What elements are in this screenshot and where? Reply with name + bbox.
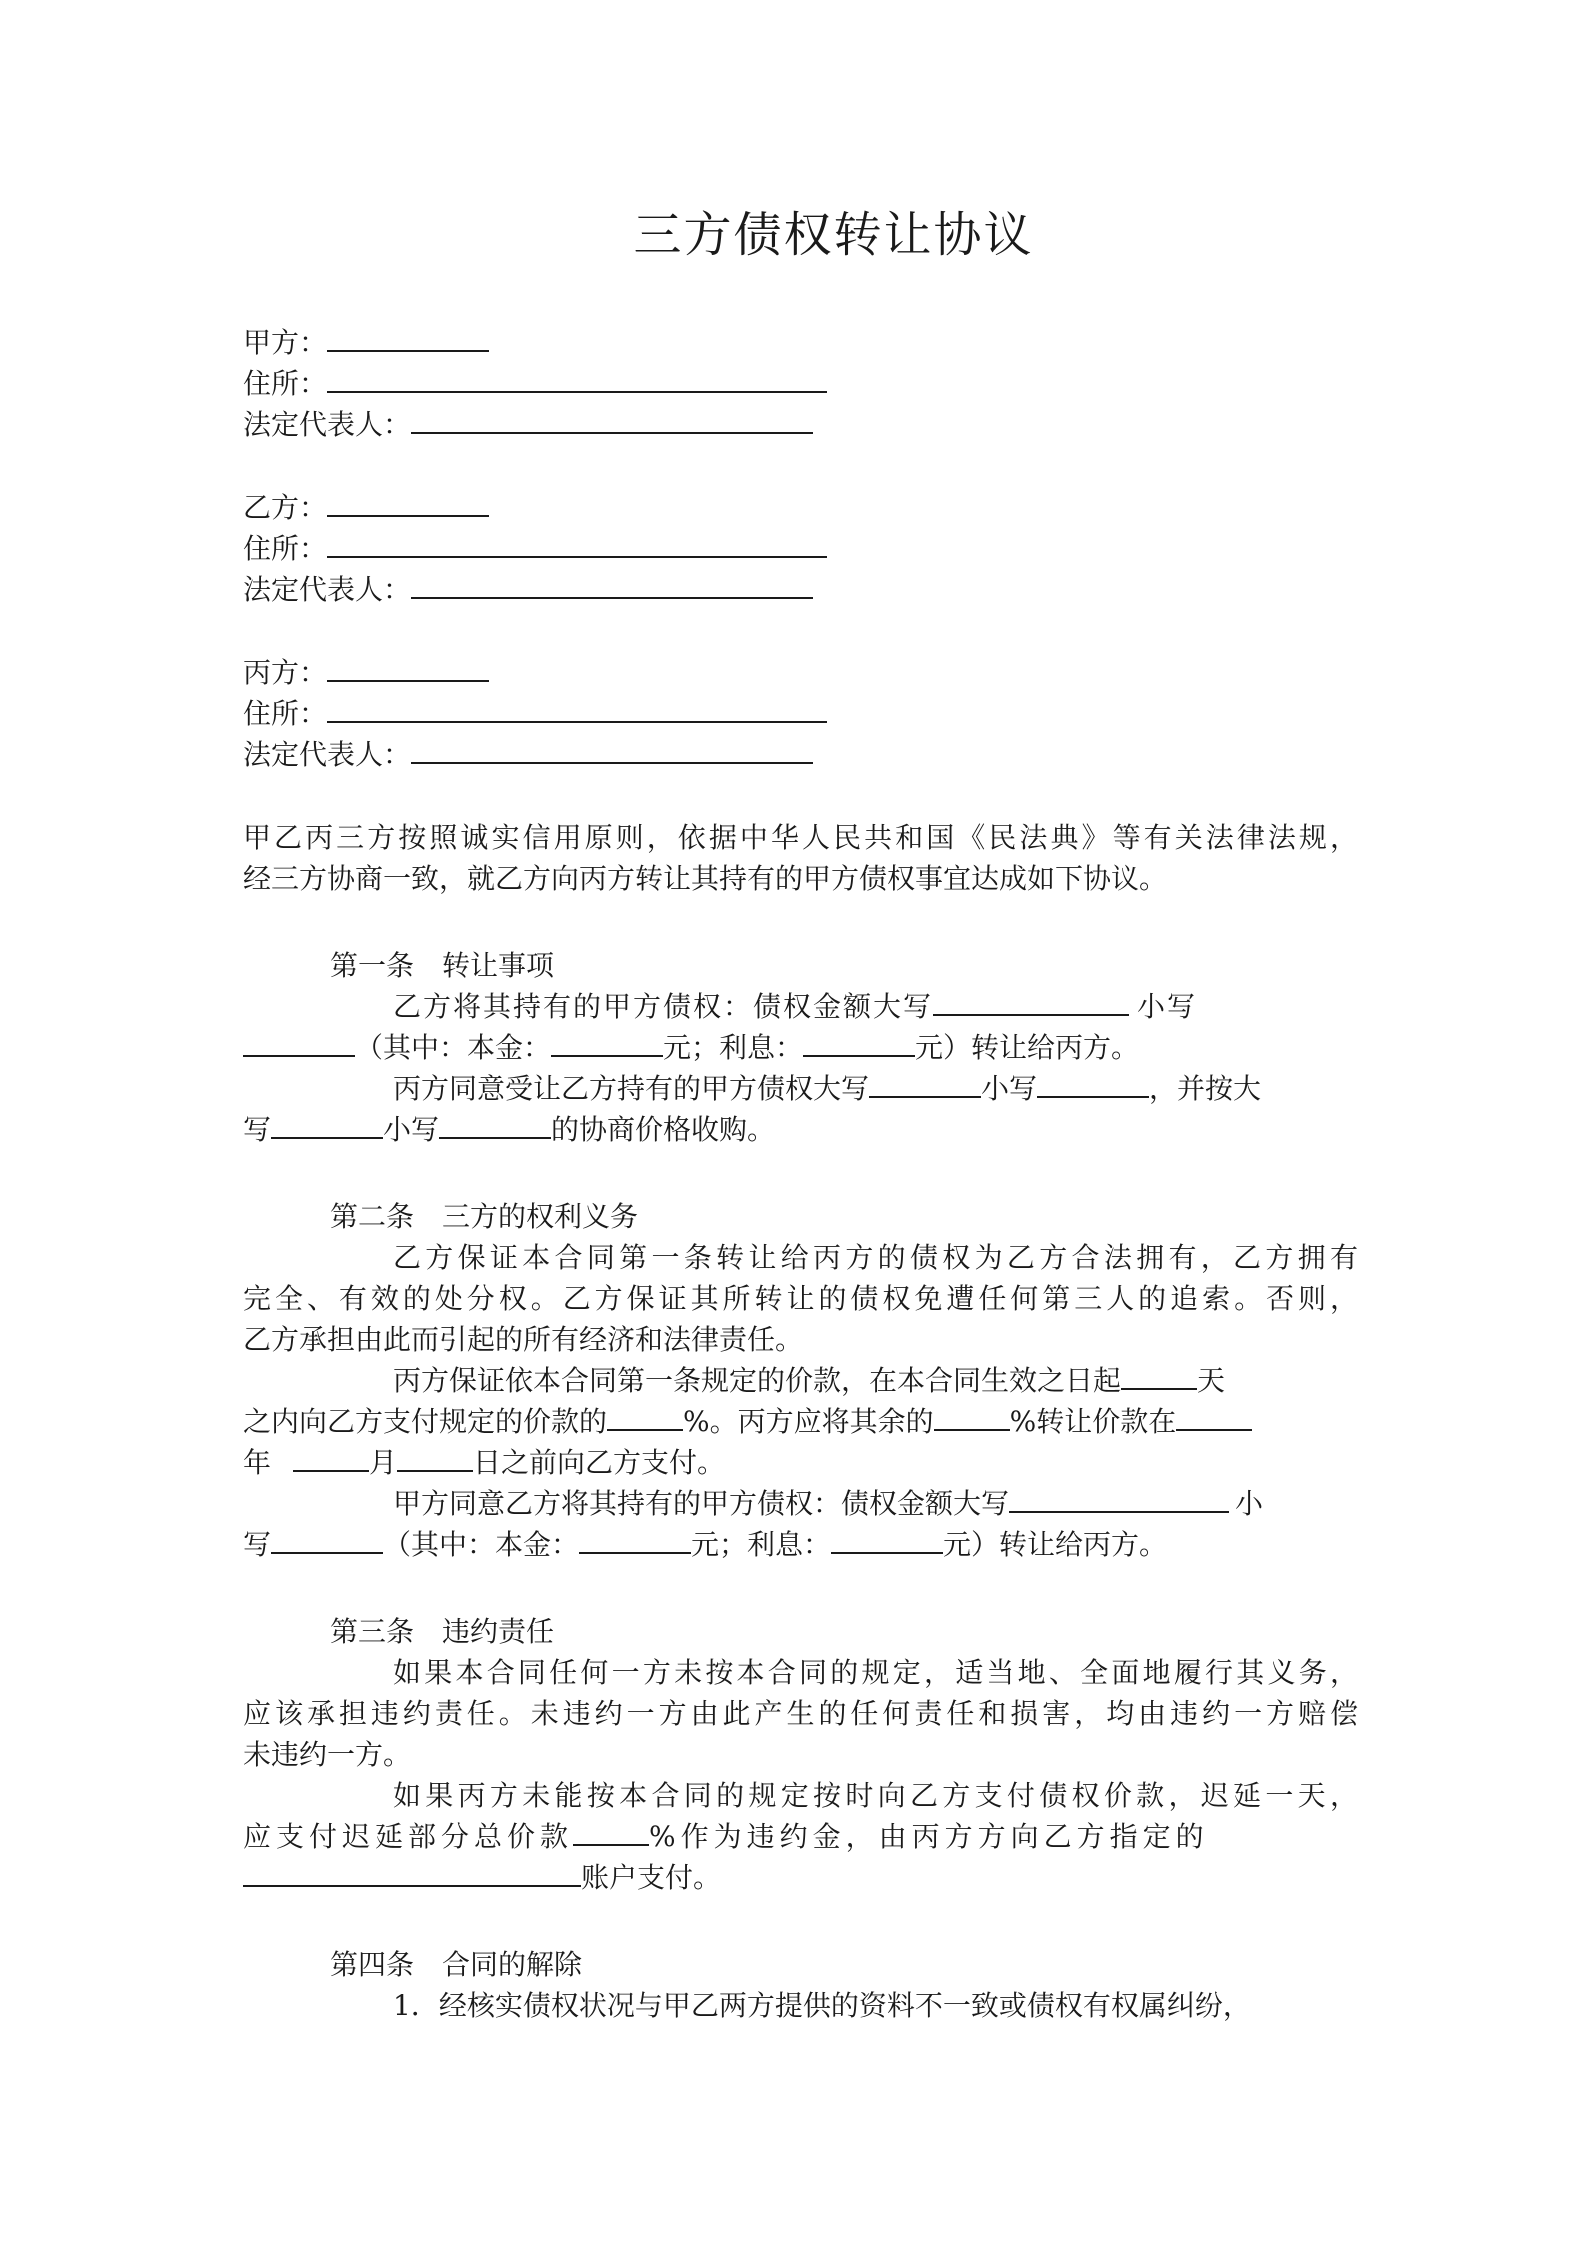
- party-b-address-line: [243, 528, 1358, 570]
- article-1-para-1-line-2: [243, 1027, 1358, 1069]
- payment-year-field[interactable]: [1176, 1403, 1252, 1431]
- article-2-text: 写: [243, 1528, 272, 1561]
- article-1-text: （其中：本金：: [355, 1031, 552, 1064]
- transfer-amount-figures-field[interactable]: [1037, 1070, 1149, 1098]
- article-4-heading: 第四条 合同的解除: [330, 1948, 583, 1981]
- payment-day-field[interactable]: [397, 1444, 473, 1472]
- party-c-address-line: [243, 693, 1358, 735]
- article-2-text: 之内向乙方支付规定的价款的: [243, 1405, 608, 1438]
- penalty-percent-field[interactable]: [573, 1818, 649, 1846]
- consent-principal-field[interactable]: [579, 1526, 691, 1554]
- article-4-item-1: 1．经核实债权状况与甲乙两方提供的资料不一致或债权有权属纠纷，: [393, 1989, 1251, 2022]
- article-2-para-1-line-2: 完全、有效的处分权。乙方保证其所转让的债权免遭任何第三人的追索。否则，: [243, 1282, 1358, 1315]
- designated-account-field[interactable]: [243, 1859, 581, 1887]
- article-2-heading: 第二条 三方的权利义务: [330, 1200, 639, 1233]
- article-2-text: %。丙方应将其余的: [683, 1405, 934, 1438]
- party-b-address-label: 住所：: [243, 532, 328, 565]
- article-2-para-2-line-1: [393, 1360, 1358, 1402]
- party-c-rep-field[interactable]: [411, 736, 813, 764]
- remaining-percent-field[interactable]: [934, 1403, 1010, 1431]
- party-b-name-field[interactable]: [327, 489, 489, 517]
- article-1-text: ，并按大: [1149, 1072, 1262, 1105]
- party-a-rep-label: 法定代表人：: [243, 408, 412, 441]
- payment-days-field[interactable]: [1121, 1362, 1197, 1390]
- article-2-text: 甲方同意乙方将其持有的甲方债权：债权金额大写: [393, 1487, 1010, 1520]
- party-a-label: 甲方：: [243, 326, 328, 359]
- article-3-para-1-line-3: 未违约一方。: [243, 1738, 412, 1771]
- article-2-para-3-line-1: [393, 1483, 1358, 1525]
- article-3-para-1-line-2: 应该承担违约责任。未违约一方由此产生的任何责任和损害，均由违约一方赔偿: [243, 1697, 1358, 1730]
- article-1-text: 乙方将其持有的甲方债权：债权金额大写: [393, 990, 934, 1023]
- article-2-text: 天: [1197, 1364, 1226, 1397]
- article-1-para-2-line-1: [393, 1068, 1358, 1110]
- party-b-rep-line: [243, 569, 1358, 611]
- article-2-para-3-line-2: [243, 1524, 1358, 1566]
- article-2-text: 元）转让给丙方。: [943, 1528, 1168, 1561]
- article-3-text: 应支付迟延部分总价款: [243, 1820, 574, 1853]
- party-c-rep-line: [243, 734, 1358, 776]
- party-c-line: [243, 652, 1358, 694]
- article-2-text: 日之前向乙方支付。: [473, 1446, 726, 1479]
- preamble-line-1: 甲乙丙三方按照诚实信用原则，依据中华人民共和国《民法典》等有关法律法规，: [243, 821, 1358, 854]
- article-3-para-2-line-3: [243, 1857, 1358, 1899]
- party-a-address-field[interactable]: [327, 365, 827, 393]
- article-2-text: 小: [1235, 1487, 1264, 1520]
- preamble-line-2: 经三方协商一致，就乙方向丙方转让其持有的甲方债权事宜达成如下协议。: [243, 862, 1168, 895]
- party-c-address-field[interactable]: [327, 695, 827, 723]
- article-2-para-1-line-1: 乙方保证本合同第一条转让给丙方的债权为乙方合法拥有，乙方拥有: [393, 1241, 1358, 1274]
- article-2-para-1-line-3: 乙方承担由此而引起的所有经济和法律责任。: [243, 1323, 804, 1356]
- party-a-rep-line: [243, 404, 1358, 446]
- article-1-text: 的协商价格收购。: [551, 1113, 776, 1146]
- party-b-label: 乙方：: [243, 491, 328, 524]
- party-b-address-field[interactable]: [327, 530, 827, 558]
- party-b-rep-field[interactable]: [411, 571, 813, 599]
- article-2-text: %转让价款在: [1009, 1405, 1177, 1438]
- article-3-para-2-line-1: 如果丙方未能按本合同的规定按时向乙方支付债权价款，迟延一天，: [393, 1779, 1358, 1812]
- article-1-para-2-line-2: [243, 1109, 1358, 1151]
- party-a-address-label: 住所：: [243, 367, 328, 400]
- article-1-para-1-line-1: [393, 986, 1358, 1028]
- consent-interest-field[interactable]: [831, 1526, 943, 1554]
- price-figures-field[interactable]: [439, 1111, 551, 1139]
- party-a-rep-field[interactable]: [411, 406, 813, 434]
- party-a-address-line: [243, 363, 1358, 405]
- first-payment-percent-field[interactable]: [607, 1403, 683, 1431]
- document-title: 三方债权转让协议: [633, 207, 1034, 263]
- article-2-para-2-line-3: [243, 1442, 1358, 1484]
- article-2-text: 元；利息：: [691, 1528, 832, 1561]
- party-a-line: [243, 322, 1358, 364]
- party-c-address-label: 住所：: [243, 697, 328, 730]
- article-3-text: %作为违约金，由丙方方向乙方指定的: [649, 1820, 1209, 1853]
- article-1-text: 小写: [383, 1113, 440, 1146]
- article-3-heading: 第三条 违约责任: [330, 1615, 555, 1648]
- party-c-rep-label: 法定代表人：: [243, 738, 412, 771]
- article-3-text: 账户支付。: [581, 1861, 722, 1894]
- principal-field[interactable]: [551, 1029, 663, 1057]
- party-b-line: [243, 487, 1358, 529]
- article-2-text: 丙方保证依本合同第一条规定的价款，在本合同生效之日起: [393, 1364, 1122, 1397]
- article-1-text: 元）转让给丙方。: [915, 1031, 1140, 1064]
- payment-month-field[interactable]: [293, 1444, 369, 1472]
- article-2-text: 月: [369, 1446, 398, 1479]
- transfer-amount-words-field[interactable]: [869, 1070, 981, 1098]
- article-3-para-1-line-1: 如果本合同任何一方未按本合同的规定，适当地、全面地履行其义务，: [393, 1656, 1358, 1689]
- article-1-text: 写: [243, 1113, 272, 1146]
- debt-amount-words-field[interactable]: [933, 988, 1129, 1016]
- interest-field[interactable]: [803, 1029, 915, 1057]
- consent-amount-words-field[interactable]: [1009, 1485, 1229, 1513]
- debt-amount-figures-field[interactable]: [243, 1029, 355, 1057]
- party-c-name-field[interactable]: [327, 654, 489, 682]
- article-3-para-2-line-2: [243, 1816, 1358, 1858]
- article-1-heading: 第一条 转让事项: [330, 949, 555, 982]
- article-2-text: 年: [243, 1446, 272, 1479]
- party-b-rep-label: 法定代表人：: [243, 573, 412, 606]
- consent-amount-figures-field[interactable]: [271, 1526, 383, 1554]
- party-c-label: 丙方：: [243, 656, 328, 689]
- article-1-text: 小写: [1137, 990, 1198, 1023]
- party-a-name-field[interactable]: [327, 324, 489, 352]
- article-1-text: 元；利息：: [663, 1031, 804, 1064]
- article-2-para-2-line-2: [243, 1401, 1358, 1443]
- article-1-text: 小写: [981, 1072, 1038, 1105]
- article-1-text: 丙方同意受让乙方持有的甲方债权大写: [393, 1072, 870, 1105]
- article-2-text: （其中：本金：: [383, 1528, 580, 1561]
- price-words-field[interactable]: [271, 1111, 383, 1139]
